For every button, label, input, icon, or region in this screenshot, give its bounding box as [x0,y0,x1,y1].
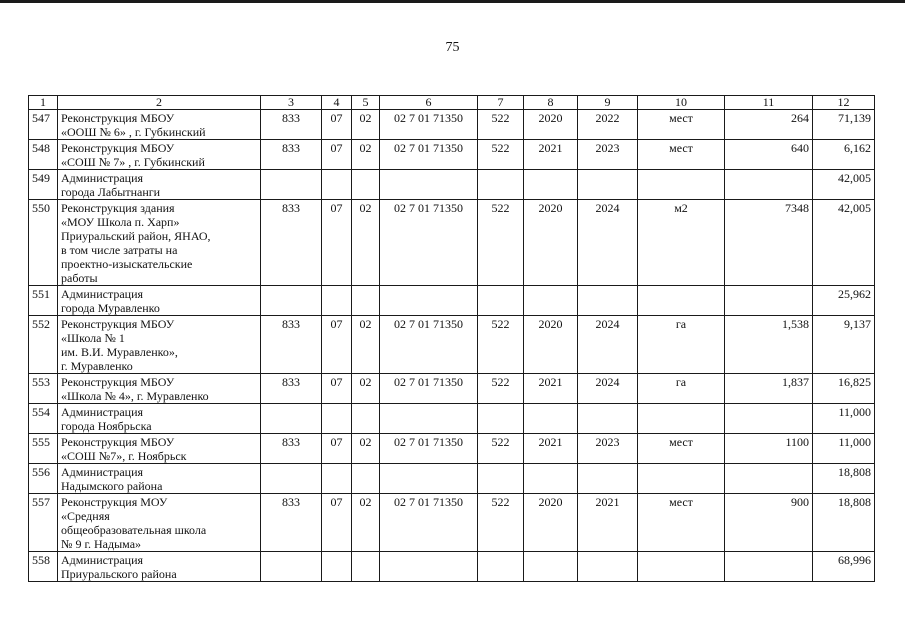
end-year-cell [578,286,638,316]
code-6-cell: 02 7 01 71350 [380,200,478,286]
capacity-cell: 900 [725,494,813,552]
table-row [29,552,875,582]
table-row [29,286,875,316]
table-row [29,494,875,552]
code-6-cell: 02 7 01 71350 [380,434,478,464]
row-number-cell: 548 [29,140,58,170]
row-number-cell: 557 [29,494,58,552]
code-7-cell: 522 [478,110,524,140]
header-cell: 2 [58,96,261,110]
item-name-cell: Реконструкция МБОУ «СОШ №7», г. Ноябрьск [58,434,261,464]
code-6-cell: 02 7 01 71350 [380,140,478,170]
amount-cell: 18,808 [813,494,875,552]
table-row [29,374,875,404]
item-name-cell: Администрация города Лабытнанги [58,170,261,200]
header-row [29,96,875,110]
capacity-cell [725,286,813,316]
amount-cell: 11,000 [813,404,875,434]
start-year-cell: 2020 [524,316,578,374]
code-5-cell: 02 [352,374,380,404]
code-3-cell: 833 [261,200,322,286]
code-3-cell [261,552,322,582]
capacity-cell [725,552,813,582]
item-name-cell: Администрация Приуральского района [58,552,261,582]
amount-cell: 11,000 [813,434,875,464]
row-number-cell: 552 [29,316,58,374]
header-cell: 5 [352,96,380,110]
row-number-cell: 551 [29,286,58,316]
code-4-cell: 07 [322,200,352,286]
table-row [29,404,875,434]
item-name-cell: Администрация города Муравленко [58,286,261,316]
code-3-cell: 833 [261,434,322,464]
capacity-cell [725,170,813,200]
unit-cell: мест [638,494,725,552]
header-cell: 11 [725,96,813,110]
item-name-cell: Реконструкция МБОУ «ООШ № 6» , г. Губкинский [58,110,261,140]
code-3-cell: 833 [261,494,322,552]
row-number-cell: 558 [29,552,58,582]
code-7-cell [478,286,524,316]
code-4-cell: 07 [322,140,352,170]
unit-cell: мест [638,434,725,464]
amount-cell: 18,808 [813,464,875,494]
code-3-cell: 833 [261,316,322,374]
row-number-cell: 547 [29,110,58,140]
amount-cell: 6,162 [813,140,875,170]
code-4-cell: 07 [322,494,352,552]
code-6-cell: 02 7 01 71350 [380,374,478,404]
code-6-cell: 02 7 01 71350 [380,316,478,374]
unit-cell [638,286,725,316]
unit-cell: м2 [638,200,725,286]
end-year-cell: 2024 [578,316,638,374]
capacity-cell: 7348 [725,200,813,286]
amount-cell: 9,137 [813,316,875,374]
table-row [29,170,875,200]
table-row [29,200,875,286]
amount-cell: 16,825 [813,374,875,404]
code-6-cell [380,552,478,582]
table-row [29,110,875,140]
end-year-cell [578,552,638,582]
header-cell: 9 [578,96,638,110]
page-number: 75 [445,40,460,55]
code-7-cell [478,170,524,200]
code-3-cell: 833 [261,140,322,170]
unit-cell: мест [638,140,725,170]
code-4-cell [322,286,352,316]
start-year-cell [524,404,578,434]
code-4-cell [322,552,352,582]
end-year-cell [578,464,638,494]
code-5-cell [352,286,380,316]
start-year-cell: 2021 [524,434,578,464]
unit-cell: га [638,374,725,404]
code-3-cell [261,170,322,200]
table-body [29,110,875,582]
code-4-cell [322,464,352,494]
unit-cell [638,464,725,494]
item-name-cell: Реконструкция МБОУ «Школа № 4», г. Муравленко [58,374,261,404]
item-name-cell: Реконструкция МБОУ «Школа № 1 им. В.И. Муравленко», г. Муравленко [58,316,261,374]
end-year-cell: 2024 [578,200,638,286]
code-3-cell [261,286,322,316]
code-3-cell: 833 [261,110,322,140]
code-6-cell [380,404,478,434]
header-cell: 4 [322,96,352,110]
code-7-cell: 522 [478,140,524,170]
code-6-cell [380,286,478,316]
table-row [29,140,875,170]
header-cell: 12 [813,96,875,110]
code-7-cell [478,552,524,582]
capacity-cell: 1,837 [725,374,813,404]
code-5-cell: 02 [352,434,380,464]
top-rule [0,0,905,3]
code-3-cell [261,464,322,494]
code-5-cell: 02 [352,494,380,552]
header-cell: 10 [638,96,725,110]
start-year-cell: 2021 [524,374,578,404]
amount-cell: 25,962 [813,286,875,316]
end-year-cell: 2024 [578,374,638,404]
unit-cell [638,552,725,582]
code-5-cell [352,170,380,200]
code-3-cell [261,404,322,434]
code-5-cell: 02 [352,110,380,140]
code-4-cell [322,170,352,200]
end-year-cell: 2022 [578,110,638,140]
row-number-cell: 549 [29,170,58,200]
row-number-cell: 553 [29,374,58,404]
unit-cell [638,170,725,200]
capacity-cell: 640 [725,140,813,170]
header-cell: 8 [524,96,578,110]
code-7-cell: 522 [478,374,524,404]
code-4-cell: 07 [322,434,352,464]
unit-cell: мест [638,110,725,140]
unit-cell: га [638,316,725,374]
capacity-cell: 264 [725,110,813,140]
header-cell: 7 [478,96,524,110]
code-5-cell [352,552,380,582]
end-year-cell: 2021 [578,494,638,552]
code-3-cell: 833 [261,374,322,404]
code-7-cell: 522 [478,200,524,286]
capacity-cell: 1100 [725,434,813,464]
code-5-cell [352,404,380,434]
row-number-cell: 554 [29,404,58,434]
item-name-cell: Администрация Надымского района [58,464,261,494]
code-5-cell: 02 [352,316,380,374]
budget-table [28,95,875,582]
start-year-cell: 2020 [524,200,578,286]
row-number-cell: 556 [29,464,58,494]
unit-cell [638,404,725,434]
code-7-cell: 522 [478,316,524,374]
code-6-cell: 02 7 01 71350 [380,494,478,552]
amount-cell: 68,996 [813,552,875,582]
code-5-cell [352,464,380,494]
table-row [29,434,875,464]
code-6-cell [380,464,478,494]
code-4-cell: 07 [322,316,352,374]
amount-cell: 42,005 [813,170,875,200]
code-7-cell [478,404,524,434]
start-year-cell: 2021 [524,140,578,170]
row-number-cell: 550 [29,200,58,286]
code-4-cell: 07 [322,110,352,140]
code-5-cell: 02 [352,140,380,170]
code-4-cell [322,404,352,434]
capacity-cell [725,404,813,434]
end-year-cell: 2023 [578,140,638,170]
code-7-cell: 522 [478,494,524,552]
start-year-cell [524,286,578,316]
item-name-cell: Реконструкция здания «МОУ Школа п. Харп» Приуральский район, ЯНАО, в том числе затраты на проектно-изыскательские работы [58,200,261,286]
row-number-cell: 555 [29,434,58,464]
amount-cell: 71,139 [813,110,875,140]
header-cell: 6 [380,96,478,110]
code-7-cell [478,464,524,494]
table-row [29,464,875,494]
end-year-cell [578,404,638,434]
item-name-cell: Реконструкция МБОУ «СОШ № 7» , г. Губкинский [58,140,261,170]
end-year-cell: 2023 [578,434,638,464]
amount-cell: 42,005 [813,200,875,286]
item-name-cell: Администрация города Ноябрьска [58,404,261,434]
code-5-cell: 02 [352,200,380,286]
code-6-cell: 02 7 01 71350 [380,110,478,140]
start-year-cell [524,170,578,200]
header-cell: 1 [29,96,58,110]
table-row [29,316,875,374]
item-name-cell: Реконструкция МОУ «Средняя общеобразовательная школа № 9 г. Надыма» [58,494,261,552]
capacity-cell [725,464,813,494]
start-year-cell: 2020 [524,494,578,552]
code-6-cell [380,170,478,200]
capacity-cell: 1,538 [725,316,813,374]
code-4-cell: 07 [322,374,352,404]
end-year-cell [578,170,638,200]
start-year-cell [524,552,578,582]
start-year-cell [524,464,578,494]
header-cell: 3 [261,96,322,110]
start-year-cell: 2020 [524,110,578,140]
code-7-cell: 522 [478,434,524,464]
